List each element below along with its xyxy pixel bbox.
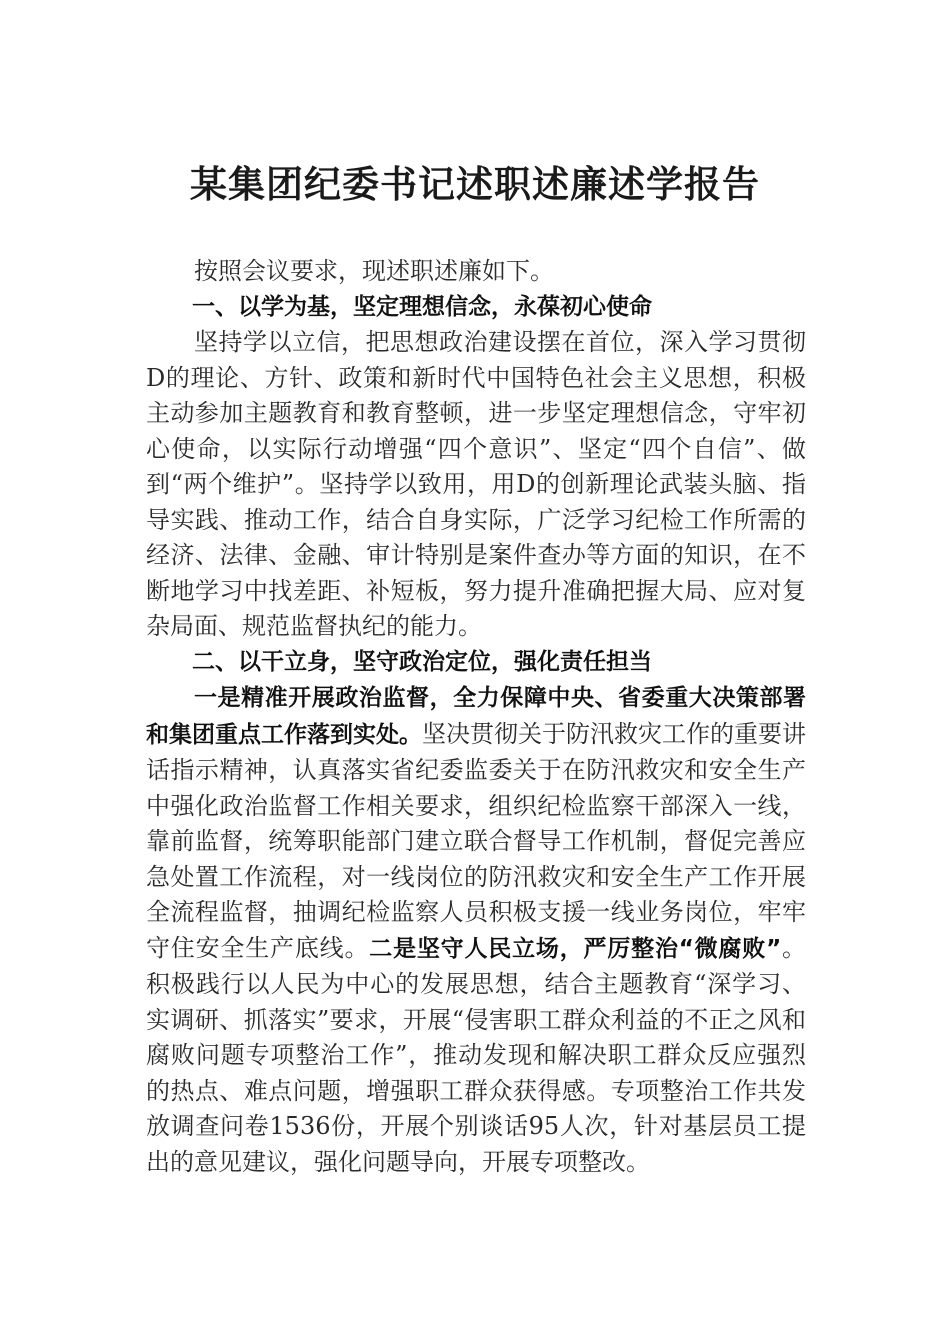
intro-paragraph: 按照会议要求，现述职述廉如下。 [194,257,554,285]
section-2-paragraph [146,680,806,1180]
document-title: 某集团纪委书记述职述廉述学报告 [190,162,760,206]
item-2-text: 。积极践行以人民为中心的发展思想，结合主题教育“深学习、实调研、抓落实”要求，开展“侵害职工群众利益的不正之风和腐败问题专项整治工作”，推动发现和解决职工群众反应强烈的热点、难点问题，增强职工群众获得感。专项整治工作共发放调查问卷1536份，开展个别谈话95人次，针对基层员工提出的意见建议，强化问题导向，开展专项整改。 [146,933,807,1176]
item-1-text: 坚决贯彻关于防汛救灾工作的重要讲话指示精神，认真落实省纪委监委关于在防汛救灾和安全生产中强化政治监督工作相关要求，组织纪检监察干部深入一线，靠前监督，统筹职能部门建立联合督导工作机制，督促完善应急处置工作流程，对一线岗位的防汛救灾和安全生产工作开展全流程监督，抽调纪检监察人员积极支援一线业务岗位，牢牢守住安全生产底线。 [146,719,806,962]
item-1-lead: 一是精准开展政治监督，全力保障中央、省委重大决策部署和集团重点工作落到实处。 [146,685,806,748]
section-1-paragraph: 坚持学以立信，把思想政治建设摆在首位，深入学习贯彻D的理论、方针、政策和新时代中国特色社会主义思想，积极主动参加主题教育和教育整顿，进一步坚定理想信念，守牢初心使命，以实际行动增强“四个意识”、坚定“四个自信”、做到“两个维护”。坚持学以致用，用D的创新理论武装头脑、指导实践、推动工作，结合自身实际，广泛学习纪检工作所需的经济、法律、金融、审计特别是案件查办等方面的知识，在不断地学习中找差距、补短板，努力提升准确把握大局、应对复杂局面、规范监督执纪的能力。 [146,328,806,640]
document-body [146,254,806,1180]
section-heading-2: 二、以干立身，坚守政治定位，强化责任担当 [192,648,652,675]
section-heading-1: 一、以学为基，坚定理想信念，永葆初心使命 [192,293,652,320]
item-2-lead: 二是坚守人民立场，严厉整治“微腐败” [369,935,782,962]
